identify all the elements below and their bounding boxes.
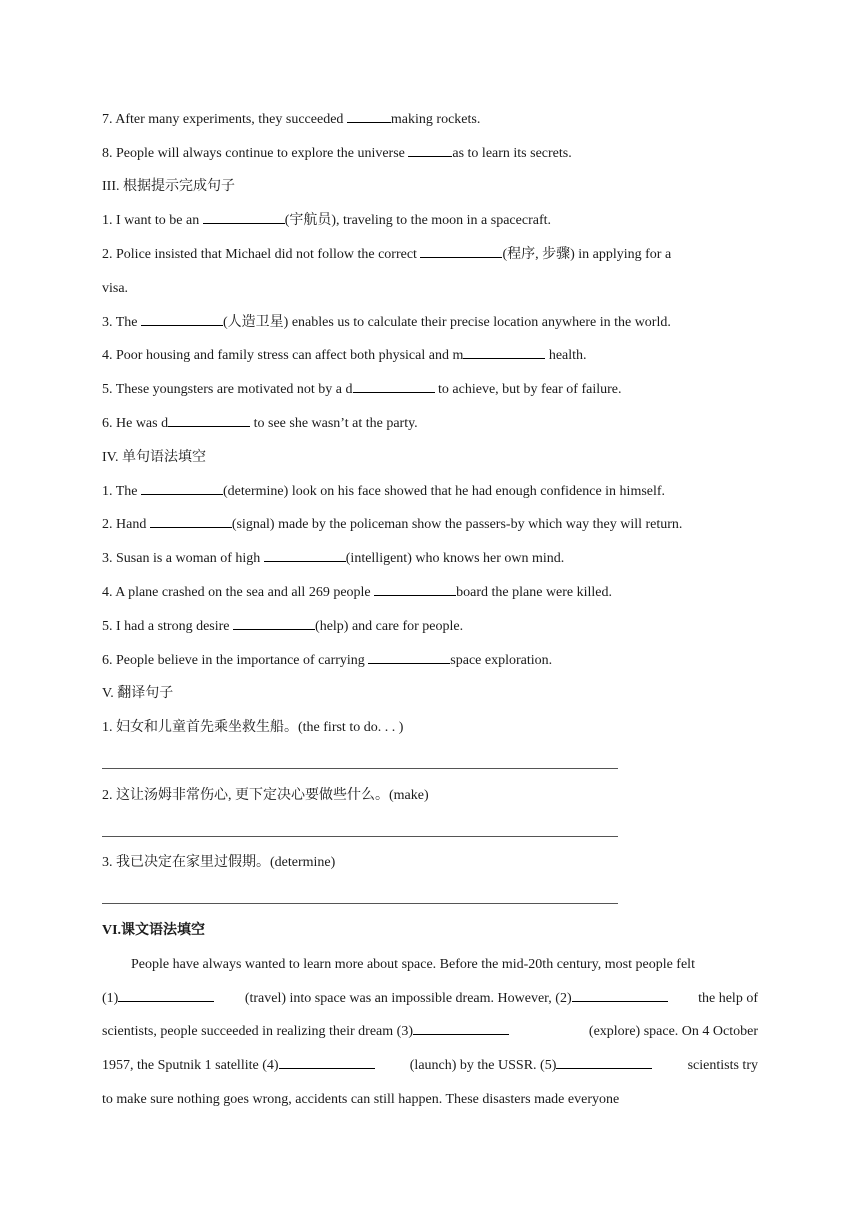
passage-line-1: People have always wanted to learn more about space. Before the mid-20th century, most people felt <box>131 957 695 972</box>
question-3-1: 1. I want to be an (宇航员), traveling to the moon in a spacecraft. <box>102 213 552 228</box>
answer-blank[interactable] <box>556 1056 652 1069</box>
question-4-2: 2. Hand (signal) made by the policeman show the passers-by which way they will return. <box>102 517 683 532</box>
question-3-3: 3. The (人造卫星) enables us to calculate their precise location anywhere in the world. <box>102 315 671 330</box>
question-4-3: 3. Susan is a woman of high (intelligent) who knows her own mind. <box>102 551 565 566</box>
section-5-heading: V. 翻译句子 <box>102 686 174 701</box>
answer-blank[interactable] <box>572 989 668 1002</box>
answer-blank[interactable] <box>368 651 450 664</box>
question-5-3: 3. 我已决定在家里过假期。(determine) <box>102 855 336 870</box>
answer-blank[interactable] <box>408 144 452 157</box>
question-3-2-continued: visa. <box>102 281 129 296</box>
answer-blank[interactable] <box>347 110 391 123</box>
answer-blank[interactable] <box>233 617 315 630</box>
section-3-heading: III. 根据提示完成句子 <box>102 179 235 194</box>
question-3-4: 4. Poor housing and family stress can affect both physical and m health. <box>102 348 587 363</box>
answer-blank[interactable] <box>463 346 545 359</box>
question-2-7: 7. After many experiments, they succeeded making rockets. <box>102 112 481 127</box>
question-4-1: 1. The (determine) look on his face showed that he had enough confidence in himself. <box>102 484 666 499</box>
answer-blank[interactable] <box>264 549 346 562</box>
answer-blank[interactable] <box>279 1056 375 1069</box>
question-4-6: 6. People believe in the importance of carrying space exploration. <box>102 653 553 668</box>
answer-line[interactable] <box>102 836 618 837</box>
question-3-5: 5. These youngsters are motivated not by a d to achieve, but by fear of failure. <box>102 382 622 397</box>
question-4-5: 5. I had a strong desire (help) and care for people. <box>102 619 464 634</box>
section-6-heading: VI.课文语法填空 <box>102 923 206 938</box>
question-5-1: 1. 妇女和儿童首先乘坐救生船。(the first to do. . . ) <box>102 720 404 735</box>
question-2-8: 8. People will always continue to explore the universe as to learn its secrets. <box>102 146 572 161</box>
answer-blank[interactable] <box>420 245 502 258</box>
question-5-2: 2. 这让汤姆非常伤心, 更下定决心要做些什么。(make) <box>102 788 429 803</box>
answer-blank[interactable] <box>141 313 223 326</box>
answer-line[interactable] <box>102 903 618 904</box>
question-3-2: 2. Police insisted that Michael did not follow the correct (程序, 步骤) in applying for a <box>102 247 672 262</box>
passage-line-5: to make sure nothing goes wrong, accidents can still happen. These disasters made everyone <box>102 1092 620 1107</box>
answer-blank[interactable] <box>141 482 223 495</box>
question-4-4: 4. A plane crashed on the sea and all 269 people board the plane were killed. <box>102 585 613 600</box>
passage-line-4: 1957, the Sputnik 1 satellite (4) (launch) by the USSR. (5) scientists try <box>102 1058 758 1073</box>
question-3-6: 6. He was d to see she wasn’t at the party. <box>102 416 418 431</box>
answer-blank[interactable] <box>413 1022 509 1035</box>
answer-line[interactable] <box>102 768 618 769</box>
section-4-heading: IV. 单句语法填空 <box>102 450 206 465</box>
answer-blank[interactable] <box>150 515 232 528</box>
passage-line-3: scientists, people succeeded in realizing their dream (3) (explore) space. On 4 October <box>102 1024 758 1039</box>
answer-blank[interactable] <box>168 414 250 427</box>
passage-line-2: (1) (travel) into space was an impossible dream. However, (2) the help of <box>102 991 758 1006</box>
answer-blank[interactable] <box>374 583 456 596</box>
answer-blank[interactable] <box>203 211 285 224</box>
answer-blank[interactable] <box>118 989 214 1002</box>
answer-blank[interactable] <box>353 380 435 393</box>
